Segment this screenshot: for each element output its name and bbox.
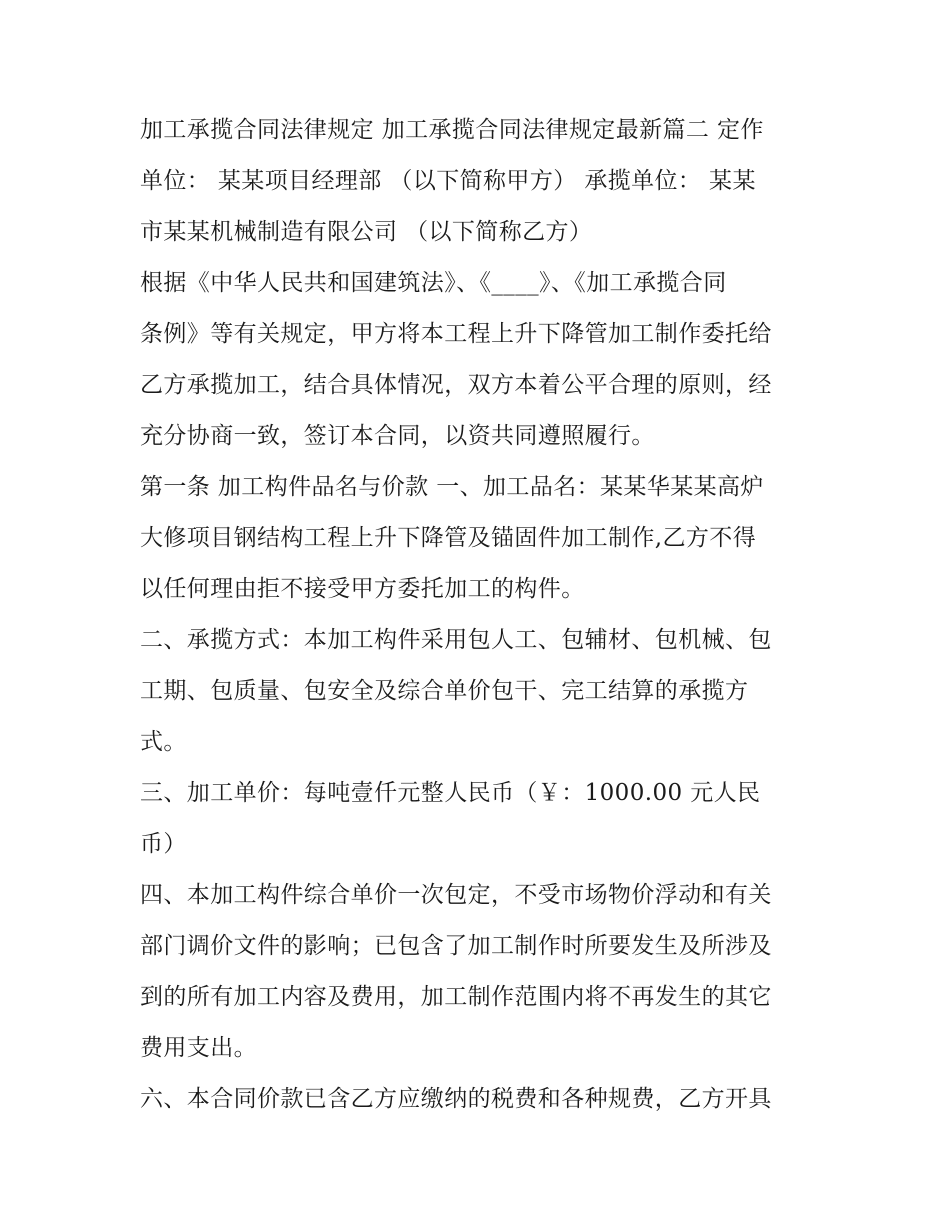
text-line: 根据《中华人民共和国建筑法》、《____》、《加工承揽合同 [140, 270, 727, 296]
paragraph [140, 768, 815, 870]
text-line: 六、本合同价款已含乙方应缴纳的税费和各种规费，乙方开具 [140, 1086, 772, 1112]
document-body [140, 105, 815, 1125]
paragraph [140, 462, 815, 615]
text-line: 以任何理由拒不接受甲方委托加工的构件。 [140, 576, 585, 602]
paragraph [140, 615, 815, 768]
text-line: 二、承揽方式：本加工构件采用包人工、包辅材、包机械、包 [140, 627, 772, 653]
text-line: 式。 [140, 729, 187, 755]
text-line: 条例》等有关规定，甲方将本工程上升下降管加工制作委托给 [140, 321, 772, 347]
text-line: 工期、包质量、包安全及综合单价包干、完工结算的承揽方 [140, 678, 749, 704]
text-line: 费用支出。 [140, 1035, 257, 1061]
text-line: 币） [140, 831, 187, 857]
text-line: 乙方承揽加工，结合具体情况，双方本着公平合理的原则，经 [140, 372, 772, 398]
paragraph [140, 258, 815, 462]
text-line: 到的所有加工内容及费用，加工制作范围内将不再发生的其它 [140, 984, 772, 1010]
text-line: 第一条 加工构件品名与价款 一、加工品名：某某华某某高炉 [140, 474, 764, 500]
text-line: 三、加工单价：每吨壹仟元整人民币（￥：1000.00 元人民 [140, 780, 761, 806]
paragraph [140, 870, 815, 1074]
text-line: 四、本加工构件综合单价一次包定，不受市场物价浮动和有关 [140, 882, 772, 908]
text-line: 部门调价文件的影响；已包含了加工制作时所要发生及所涉及 [140, 933, 772, 959]
paragraph [140, 105, 815, 258]
text-line: 充分协商一致，签订本合同，以资共同遵照履行。 [140, 423, 655, 449]
text-line: 大修项目钢结构工程上升下降管及锚固件加工制作,乙方不得 [140, 525, 757, 551]
text-line: 加工承揽合同法律规定 加工承揽合同法律规定最新篇二 定作 [140, 117, 764, 143]
paragraph [140, 1074, 815, 1125]
text-line: 单位： 某某项目经理部 （以下简称甲方） 承揽单位： 某某 [140, 168, 756, 194]
text-line: 市某某机械制造有限公司 （以下简称乙方） [140, 219, 593, 245]
